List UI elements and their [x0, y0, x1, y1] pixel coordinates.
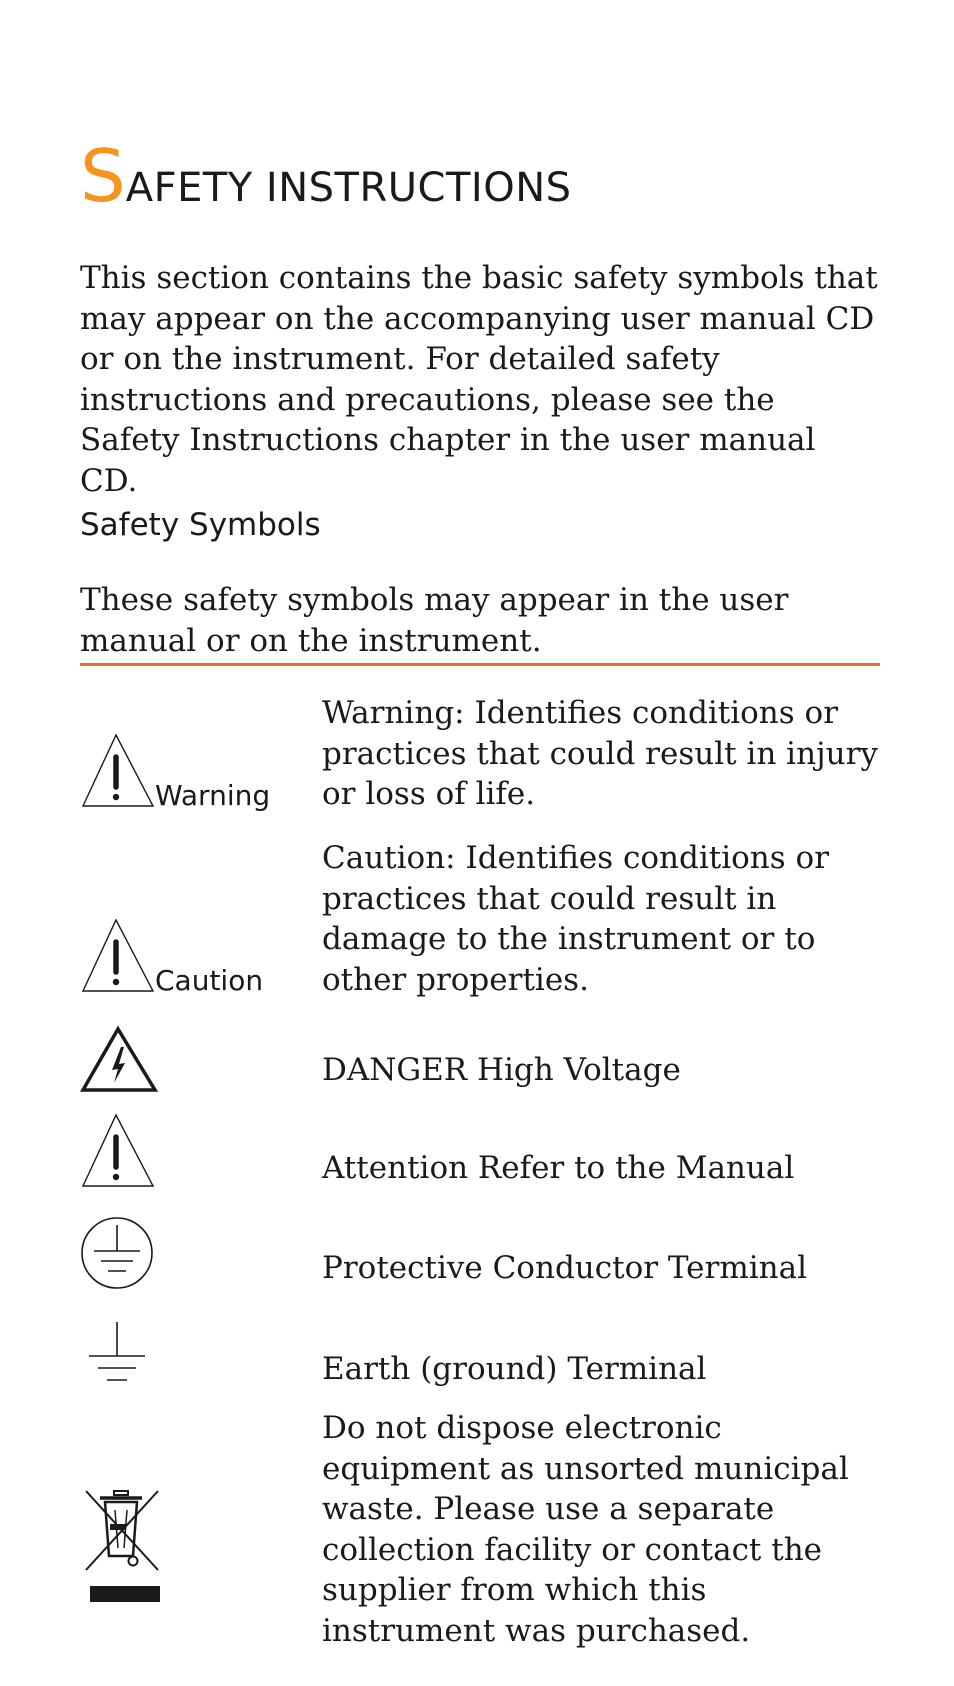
protective-conductor-icon: [80, 1213, 160, 1293]
intro-paragraph: This section contains the basic safety symbols that may appear on the accompanying user manual CD or on the instrument. For detailed safety instructions and precautions, please see the Safety Instructions chapter in the user manual CD.: [80, 260, 878, 499]
earth-ground-description: Earth (ground) Terminal: [322, 1351, 707, 1387]
section-description: These safety symbols may appear in the user manual or on the instrument.: [80, 582, 789, 659]
page-title: [80, 134, 572, 218]
weee-crossed-bin-icon: [80, 1488, 170, 1608]
caution-label: Caution: [155, 964, 264, 997]
orange-divider: [80, 663, 880, 666]
high-voltage-description: DANGER High Voltage: [322, 1052, 681, 1088]
title-initial: S: [80, 134, 126, 218]
high-voltage-icon: [80, 1025, 160, 1095]
attention-triangle-icon: [80, 1112, 160, 1190]
attention-description: Attention Refer to the Manual: [322, 1150, 795, 1186]
manual-page: [80, 0, 880, 1686]
earth-ground-icon: [80, 1318, 160, 1390]
warning-triangle-icon: [80, 732, 160, 810]
caution-description: Caution: Identifies conditions or practices that could result in damage to the instrument or to other properties.: [322, 840, 830, 998]
warning-label: Warning: [155, 779, 271, 812]
section-title: Safety Symbols: [80, 507, 321, 543]
warning-description: Warning: Identifies conditions or practices that could result in injury or loss of life.: [322, 695, 878, 812]
weee-description: Do not dispose electronic equipment as unsorted municipal waste. Please use a separate collection facility or contact the supplier from which this instrument was purchased.: [322, 1410, 849, 1649]
caution-triangle-icon: [80, 917, 160, 995]
title-rest: AFETY INSTRUCTIONS: [125, 165, 572, 211]
protective-conductor-description: Protective Conductor Terminal: [322, 1250, 808, 1286]
